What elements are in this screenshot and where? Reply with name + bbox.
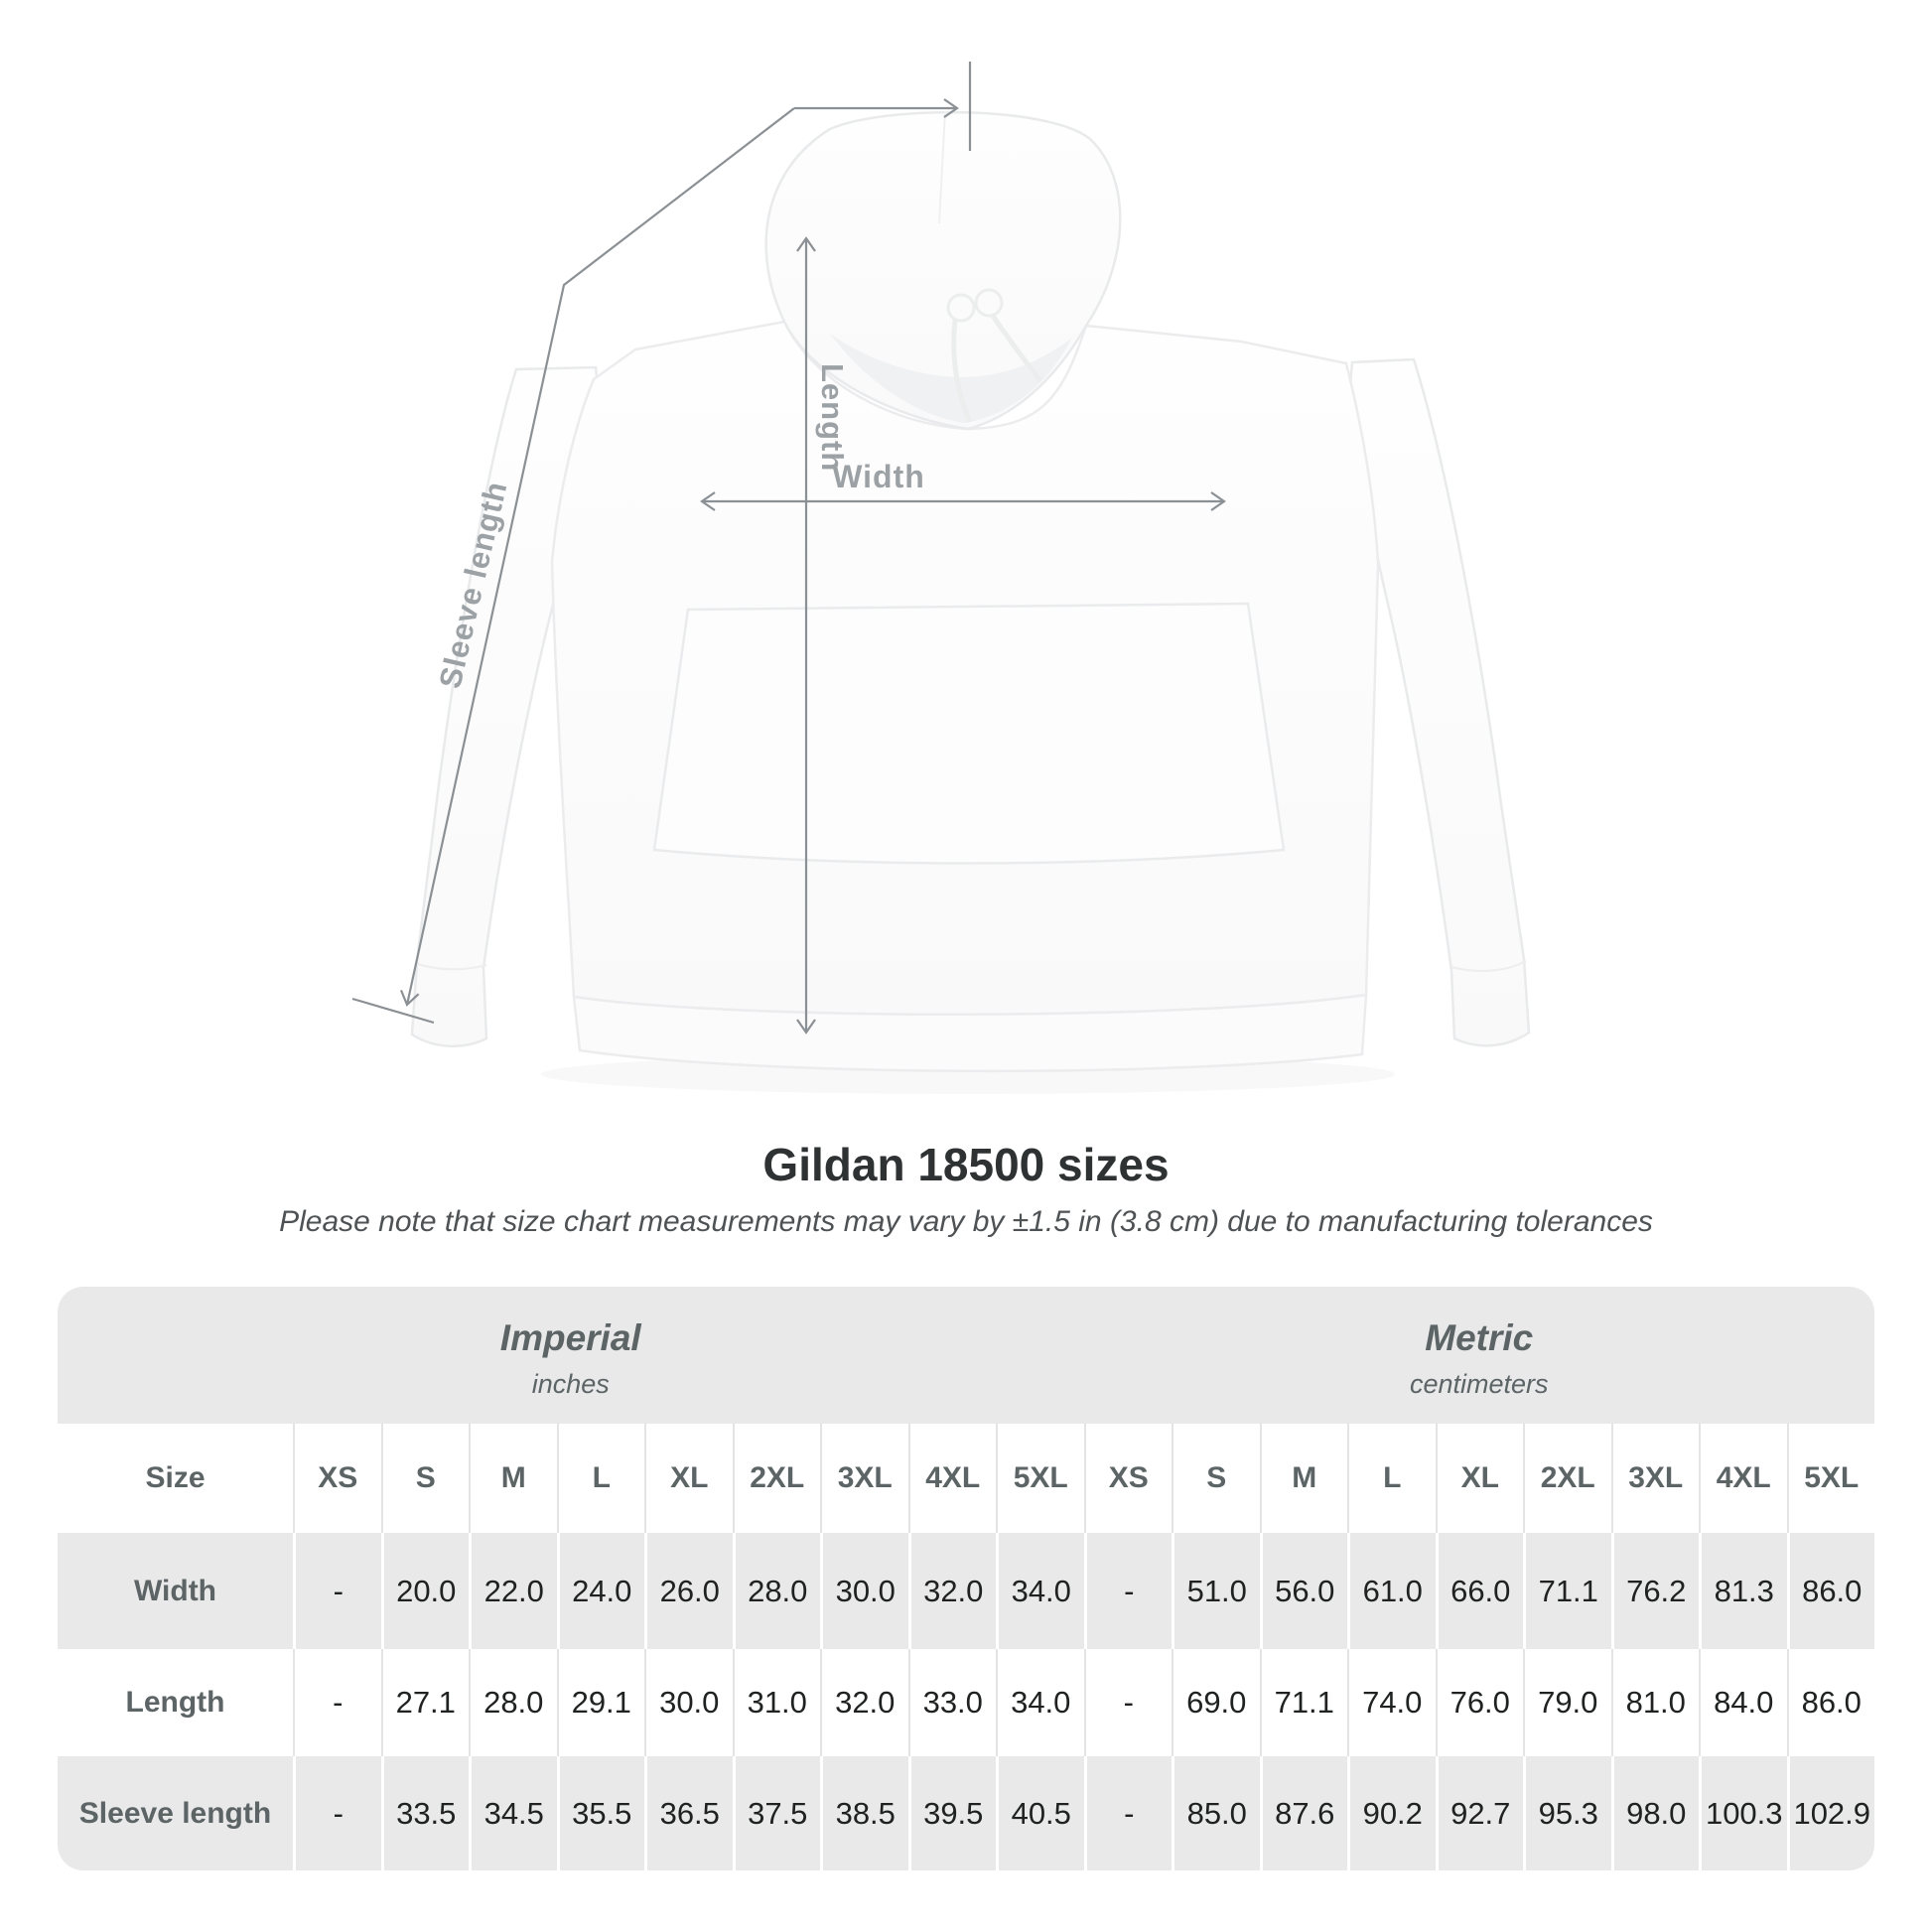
table-cell: 33.5 xyxy=(381,1756,470,1870)
hoodie-illustration xyxy=(412,111,1529,1094)
size-header: 3XL xyxy=(820,1424,908,1533)
table-cell: 36.5 xyxy=(644,1756,733,1870)
size-header: L xyxy=(1347,1424,1436,1533)
size-header: 5XL xyxy=(1787,1424,1875,1533)
table-cell: 102.9 xyxy=(1787,1756,1875,1870)
size-header: M xyxy=(469,1424,557,1533)
size-header: XL xyxy=(1436,1424,1524,1533)
table-cell: 27.1 xyxy=(381,1649,470,1756)
table-cell: 90.2 xyxy=(1347,1756,1436,1870)
table-cell: 30.0 xyxy=(820,1533,908,1649)
size-header: 3XL xyxy=(1611,1424,1700,1533)
table-cell: 40.5 xyxy=(996,1756,1084,1870)
table-cell: 71.1 xyxy=(1523,1533,1611,1649)
table-cell: - xyxy=(1084,1533,1173,1649)
table-cell: 81.3 xyxy=(1699,1533,1787,1649)
table-cell: 30.0 xyxy=(644,1649,733,1756)
table-cell: 76.2 xyxy=(1611,1533,1700,1649)
table-cell: 74.0 xyxy=(1347,1649,1436,1756)
size-header: M xyxy=(1260,1424,1348,1533)
size-header: XS xyxy=(293,1424,381,1533)
table-cell: 92.7 xyxy=(1436,1756,1524,1870)
table-cell: 71.1 xyxy=(1260,1649,1348,1756)
row-label-length: Length xyxy=(58,1649,293,1756)
size-header: 4XL xyxy=(1699,1424,1787,1533)
table-cell: 33.0 xyxy=(908,1649,997,1756)
table-cell: 51.0 xyxy=(1172,1533,1260,1649)
table-cell: 28.0 xyxy=(733,1533,821,1649)
table-cell: - xyxy=(1084,1756,1173,1870)
size-header: 4XL xyxy=(908,1424,997,1533)
table-cell: 34.0 xyxy=(996,1649,1084,1756)
table-cell: 81.0 xyxy=(1611,1649,1700,1756)
unit-group-metric xyxy=(1084,1287,1875,1424)
size-header: S xyxy=(381,1424,470,1533)
metric-unit: centimeters xyxy=(1409,1368,1549,1399)
metric-title: Metric xyxy=(1425,1316,1534,1358)
imperial-unit: inches xyxy=(531,1368,610,1399)
table-cell: 79.0 xyxy=(1523,1649,1611,1756)
table-cell: - xyxy=(293,1649,381,1756)
table-cell: 61.0 xyxy=(1347,1533,1436,1649)
table-cell: 24.0 xyxy=(557,1533,645,1649)
table-cell: 22.0 xyxy=(469,1533,557,1649)
imperial-title: Imperial xyxy=(499,1316,641,1358)
page-title: Gildan 18500 sizes xyxy=(762,1139,1170,1190)
table-cell: 86.0 xyxy=(1787,1533,1875,1649)
table-cell: 34.0 xyxy=(996,1533,1084,1649)
table-cell: 32.0 xyxy=(820,1649,908,1756)
unit-group-imperial xyxy=(58,1287,1084,1424)
size-header: 5XL xyxy=(996,1424,1084,1533)
row-label-sleeve-length: Sleeve length xyxy=(58,1756,293,1870)
table-cell: 35.5 xyxy=(557,1756,645,1870)
table-cell: 66.0 xyxy=(1436,1533,1524,1649)
table-cell: - xyxy=(293,1533,381,1649)
size-header: S xyxy=(1172,1424,1260,1533)
table-cell: 76.0 xyxy=(1436,1649,1524,1756)
table-cell: 69.0 xyxy=(1172,1649,1260,1756)
table-cell: 86.0 xyxy=(1787,1649,1875,1756)
table-cell: 28.0 xyxy=(469,1649,557,1756)
tolerance-note: Please note that size chart measurements may vary by ±1.5 in (3.8 cm) due to manufacturing tolerances xyxy=(279,1205,1653,1238)
size-header: XL xyxy=(644,1424,733,1533)
size-header: XS xyxy=(1084,1424,1173,1533)
table-cell: 32.0 xyxy=(908,1533,997,1649)
table-cell: 87.6 xyxy=(1260,1756,1348,1870)
table-cell: 34.5 xyxy=(469,1756,557,1870)
table-cell: 85.0 xyxy=(1172,1756,1260,1870)
size-column-header: Size xyxy=(58,1424,293,1533)
table-cell: 56.0 xyxy=(1260,1533,1348,1649)
table-cell: 84.0 xyxy=(1699,1649,1787,1756)
table-cell: 39.5 xyxy=(908,1756,997,1870)
table-cell: - xyxy=(293,1756,381,1870)
size-header: L xyxy=(557,1424,645,1533)
table-cell: 26.0 xyxy=(644,1533,733,1649)
sleeve-length-measure-label: Sleeve length xyxy=(432,478,514,692)
size-header: 2XL xyxy=(1523,1424,1611,1533)
size-chart-table xyxy=(58,1287,1874,1870)
table-cell: 95.3 xyxy=(1523,1756,1611,1870)
length-measure-label: Length xyxy=(815,363,850,473)
table-cell: 29.1 xyxy=(557,1649,645,1756)
table-cell: 37.5 xyxy=(733,1756,821,1870)
width-measure-label: Width xyxy=(832,459,925,494)
size-header: 2XL xyxy=(733,1424,821,1533)
row-label-width: Width xyxy=(58,1533,293,1649)
table-cell: 98.0 xyxy=(1611,1756,1700,1870)
table-cell: - xyxy=(1084,1649,1173,1756)
table-cell: 31.0 xyxy=(733,1649,821,1756)
table-cell: 20.0 xyxy=(381,1533,470,1649)
table-cell: 100.3 xyxy=(1699,1756,1787,1870)
table-cell: 38.5 xyxy=(820,1756,908,1870)
